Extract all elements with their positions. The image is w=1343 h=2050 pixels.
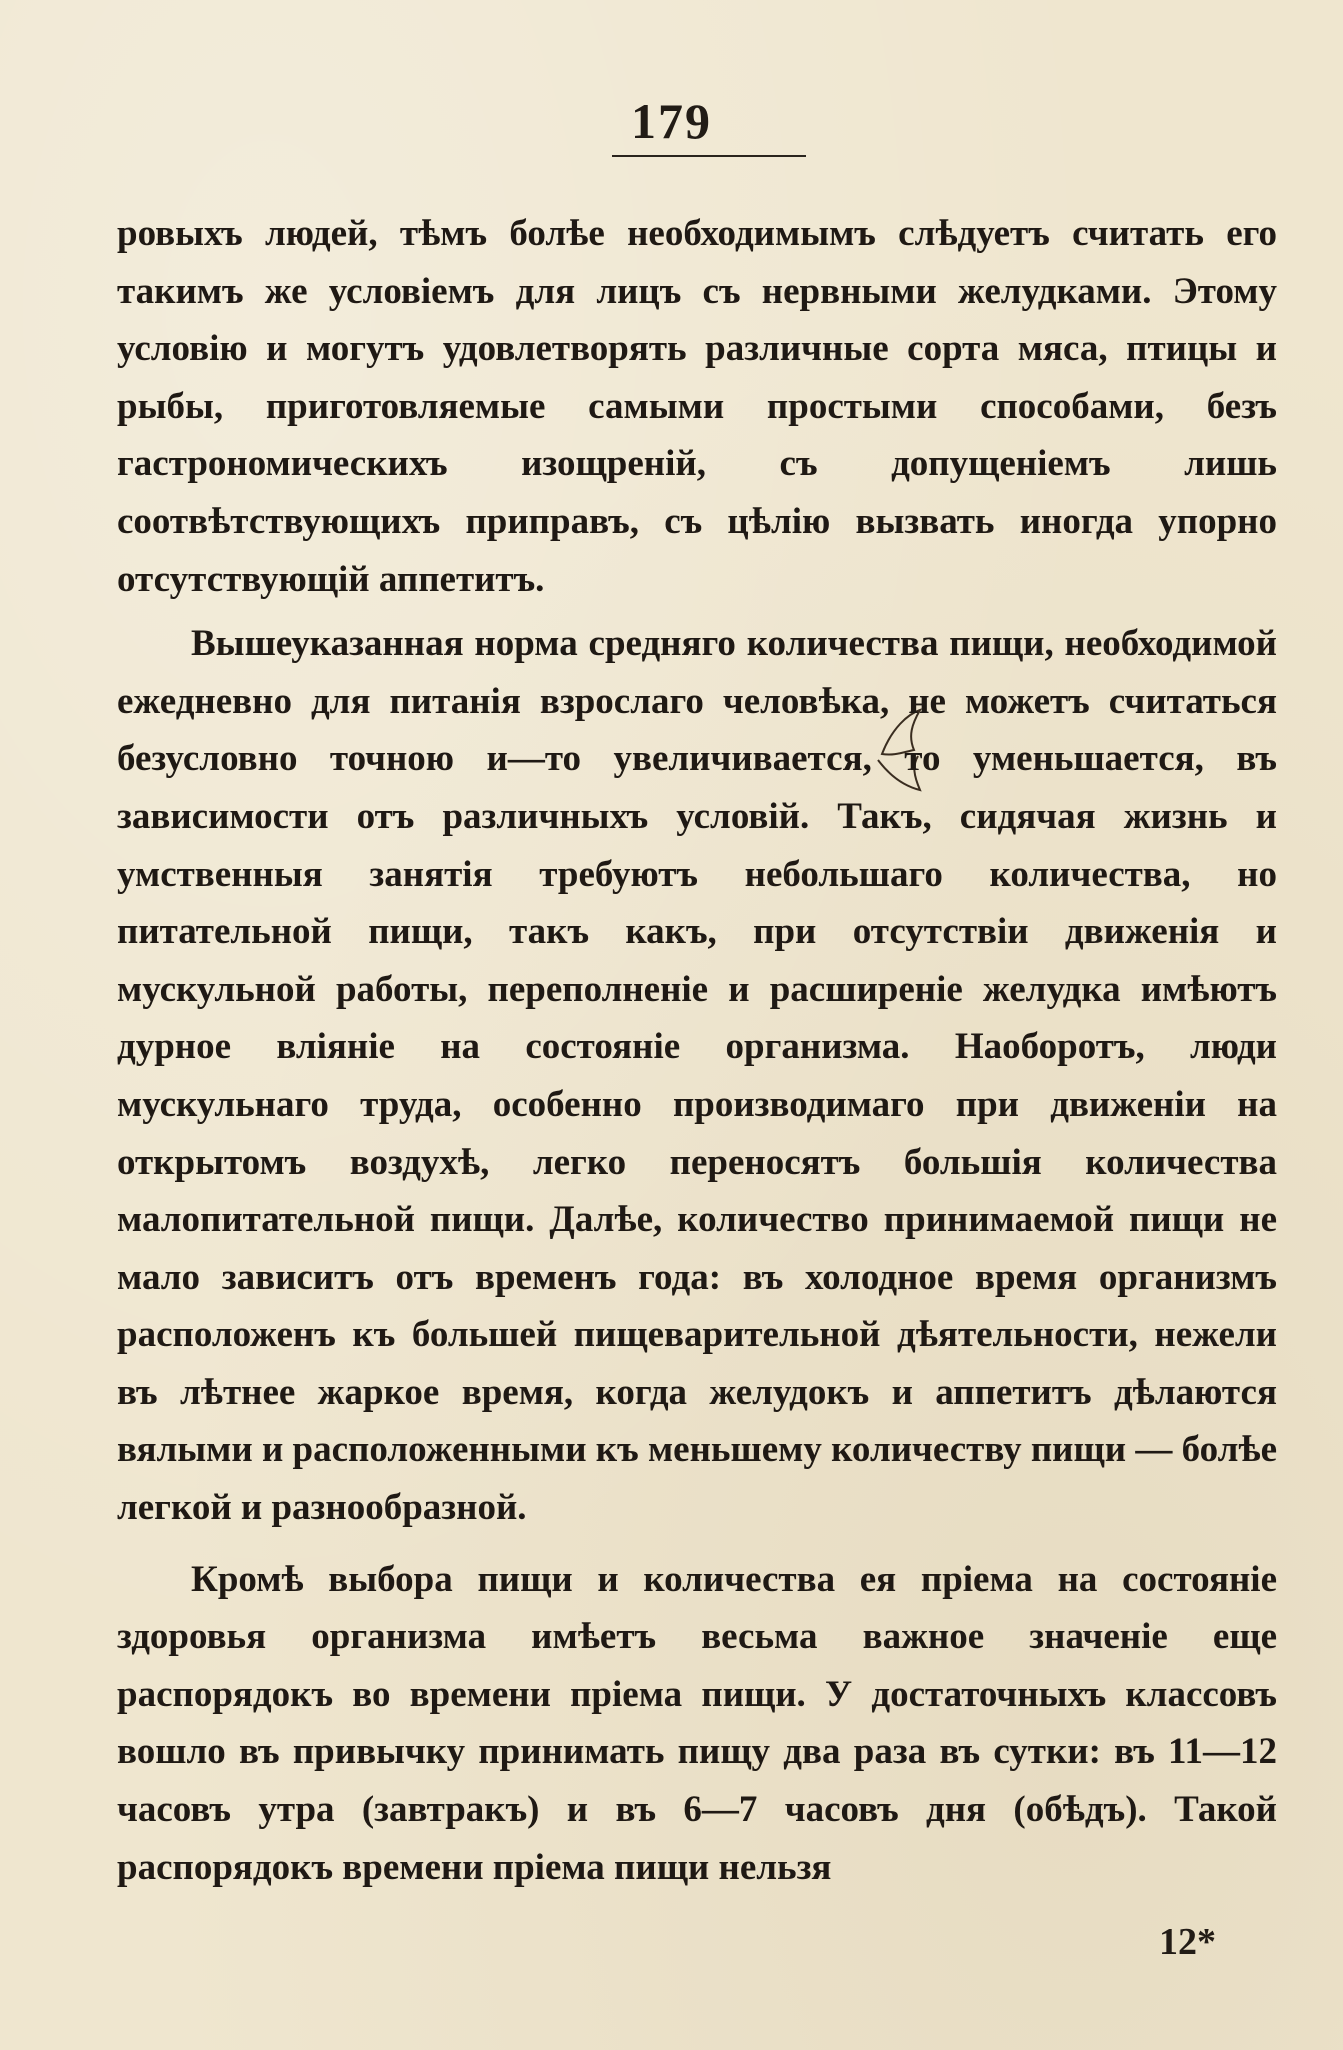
signature-mark: 12* <box>1159 1921 1216 1963</box>
paragraph-1: ровыхъ людей, тѣмъ болѣе необходимымъ слѣдуетъ считать его такимъ же условіемъ для лицъ съ нервными желудками. Этому условію и могутъ удовлетворять различные сорта мяса, птицы и рыбы, приготовляемые самыми простыми способами, безъ гастрономическихъ изощреній, съ допущеніемъ лишь соотвѣтствующихъ приправъ, съ цѣлію вызвать иногда упорно отсутствующій аппетитъ. <box>117 213 1277 600</box>
text-body <box>117 205 1277 1896</box>
page-number: 179 <box>631 93 712 149</box>
paragraph-2: Вышеуказанная норма средняго количества пищи, необходимой ежедневно для питанія взрослаго человѣка, не можетъ считаться безусловно точною и—то увеличивается, то уменьшается, въ зависимости отъ различныхъ условій. Такъ, сидячая жизнь и умственныя занятія требуютъ небольшаго количества, но питательной пищи, такъ какъ, при отсутствіи движенія и мускульной работы, переполненіе и расширеніе желудка имѣютъ дурное вліяніе на состояніе организма. Наоборотъ, люди мускульнаго труда, особенно производимаго при движеніи на открытомъ воздухѣ, легко переносятъ большія количества малопитательной пищи. Далѣе, количество принимаемой пищи не мало зависитъ отъ временъ года: въ холодное время организмъ расположенъ къ большей пищеварительной дѣятельности, нежели въ лѣтнее жаркое время, когда желудокъ и аппетитъ дѣлаются вялыми и расположенными къ меньшему количеству пищи — болѣе легкой и разнообразной. <box>117 623 1277 1529</box>
paragraph-3: Кромѣ выбора пищи и количества ея пріема на состояніе здоровья организма имѣетъ весьма важное значеніе еще распорядокъ во времени пріема пищи. У достаточныхъ классовъ вошло въ привычку принимать пищу два раза въ сутки: въ 11—12 часовъ утра (завтракъ) и въ 6—7 часовъ дня (обѣдъ). Такой распорядокъ времени пріема пищи нельзя <box>117 1558 1277 1888</box>
header-rule <box>612 155 806 157</box>
